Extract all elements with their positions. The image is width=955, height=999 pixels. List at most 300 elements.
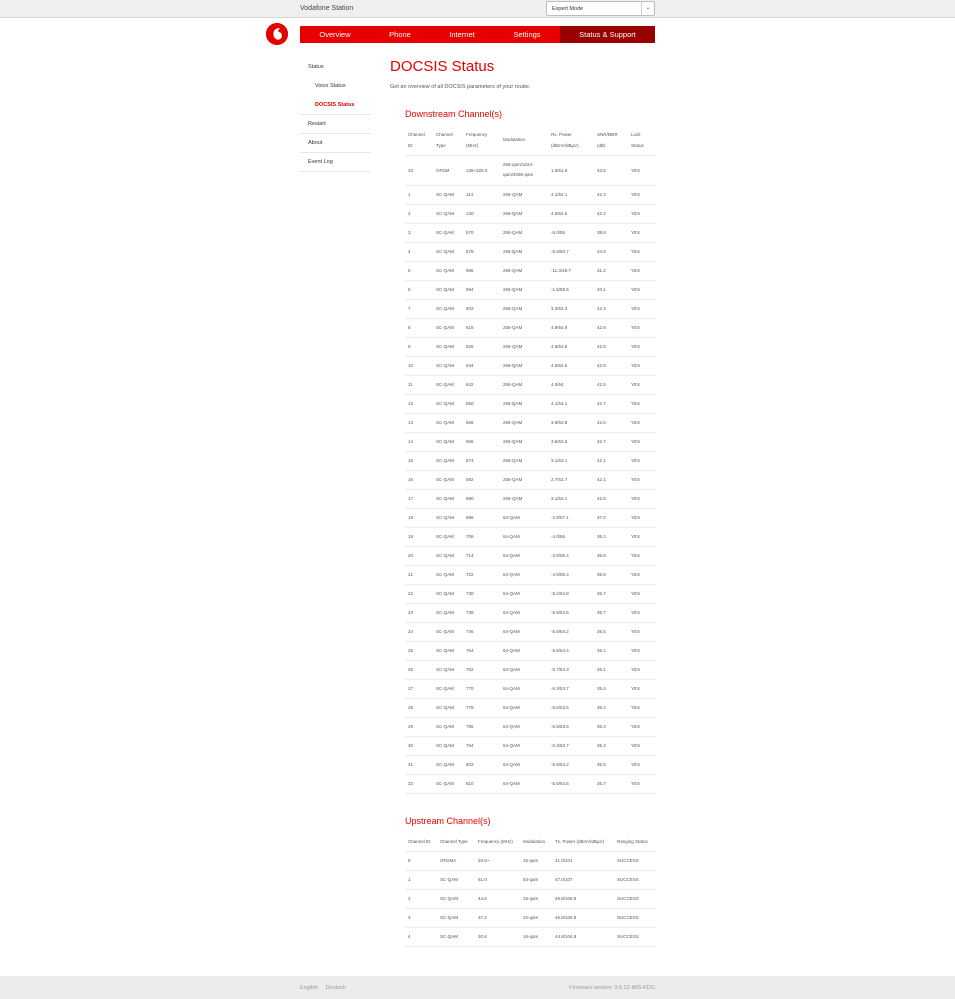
nav-overview[interactable]: Overview xyxy=(319,30,351,39)
table-cell: YES xyxy=(628,736,655,755)
table-cell: SUCCESS xyxy=(614,870,655,889)
table-cell: 64-qam xyxy=(520,870,552,889)
mode-select[interactable] xyxy=(546,1,655,16)
table-cell: 634 xyxy=(463,356,500,375)
table-row xyxy=(405,622,655,641)
table-cell: 42.7 xyxy=(594,432,628,451)
table-cell: 570 xyxy=(463,223,500,242)
table-cell: -5.5/54.5 xyxy=(548,774,594,793)
table-cell: 35.3 xyxy=(594,736,628,755)
table-cell: 770 xyxy=(463,679,500,698)
table-cell: SC-QAM xyxy=(433,774,463,793)
table-cell: 42.8 xyxy=(594,337,628,356)
table-cell: 754 xyxy=(463,641,500,660)
table-cell: 602 xyxy=(463,299,500,318)
table-cell: SC-QAM xyxy=(433,185,463,204)
table-cell: 256-QAM xyxy=(500,318,548,337)
table-cell: SUCCESS xyxy=(614,851,655,870)
table-cell: 47.0/107 xyxy=(552,870,614,889)
table-cell: 256-QAM xyxy=(500,432,548,451)
sidebar-item-event-log[interactable]: Event Log xyxy=(300,153,371,172)
col-lock-status: Lock Status xyxy=(628,125,655,155)
table-cell: -4.6/55.4 xyxy=(548,565,594,584)
col-channel-id: Channel ID xyxy=(405,832,437,851)
table-row xyxy=(405,736,655,755)
table-cell: 64-QAM xyxy=(500,755,548,774)
table-cell: 4.1/64.1 xyxy=(548,394,594,413)
table-cell: -5.8/54.2 xyxy=(548,755,594,774)
table-cell: 42.2 xyxy=(594,204,628,223)
downstream-title: Downstream Channel(s) xyxy=(405,109,503,119)
table-header-row xyxy=(405,832,655,851)
table-cell: YES xyxy=(628,261,655,280)
table-row xyxy=(405,565,655,584)
table-cell: 16-qam xyxy=(520,889,552,908)
table-cell: 3.3/63.3 xyxy=(548,299,594,318)
table-row xyxy=(405,185,655,204)
table-cell: YES xyxy=(628,546,655,565)
table-cell: 802 xyxy=(463,755,500,774)
table-cell: -4.0/56 xyxy=(548,527,594,546)
downstream-table-body xyxy=(405,155,655,793)
table-cell: 10 xyxy=(405,356,433,375)
mode-select-value: Expert Mode xyxy=(552,6,584,12)
firmware-version: Firmware version: 3.6.12-IMS-KDG xyxy=(569,985,655,991)
table-cell: 41.0/101 xyxy=(552,851,614,870)
table-cell: 35.5 xyxy=(594,622,628,641)
table-cell: SC-QAM xyxy=(433,546,463,565)
table-cell: 16-qam xyxy=(520,927,552,946)
table-cell: 64-QAM xyxy=(500,641,548,660)
table-cell: 24 xyxy=(405,622,433,641)
table-cell: 35.7 xyxy=(594,774,628,793)
table-row xyxy=(405,413,655,432)
table-row xyxy=(405,527,655,546)
table-cell: 5 xyxy=(405,261,433,280)
table-cell: YES xyxy=(628,489,655,508)
col-frequency: Frequency (MHz) xyxy=(463,125,500,155)
table-cell: 722 xyxy=(463,565,500,584)
table-cell: YES xyxy=(628,185,655,204)
table-row xyxy=(405,299,655,318)
table-cell: YES xyxy=(628,280,655,299)
table-cell: SC-QAM xyxy=(433,717,463,736)
table-cell: YES xyxy=(628,155,655,185)
table-cell: YES xyxy=(628,394,655,413)
col-tx-power: Tx. Power (dBmV/dBµV) xyxy=(552,832,614,851)
table-cell: SC-QAM xyxy=(433,527,463,546)
table-cell: 256-QAM xyxy=(500,242,548,261)
table-cell: YES xyxy=(628,527,655,546)
table-cell: 35.4 xyxy=(594,679,628,698)
table-cell: SC-QAM xyxy=(433,584,463,603)
table-row xyxy=(405,470,655,489)
table-cell: YES xyxy=(628,318,655,337)
table-cell: 36.1 xyxy=(594,660,628,679)
table-cell: -5.2/54.8 xyxy=(548,584,594,603)
table-row xyxy=(405,717,655,736)
table-cell: 674 xyxy=(463,451,500,470)
table-row xyxy=(405,641,655,660)
table-cell: 256-QAM xyxy=(500,451,548,470)
table-cell: 578 xyxy=(463,242,500,261)
table-cell: SC-QAM xyxy=(433,736,463,755)
table-cell: 3 xyxy=(405,908,437,927)
sidebar-item-about[interactable]: About xyxy=(300,134,371,153)
table-row xyxy=(405,774,655,793)
table-cell: 9 xyxy=(405,337,433,356)
col-frequency: Frequency (MHz) xyxy=(475,832,520,851)
table-cell: SC-QAM xyxy=(433,641,463,660)
table-cell: 64-QAM xyxy=(500,774,548,793)
table-cell: 64-QAM xyxy=(500,584,548,603)
table-cell: 33 xyxy=(405,155,433,185)
table-cell: -6.5/53.5 xyxy=(548,698,594,717)
table-cell: 38.8 xyxy=(594,223,628,242)
table-cell: 42.8 xyxy=(594,318,628,337)
sidebar-item-docsis-status[interactable]: DOCSIS Status xyxy=(300,96,371,115)
table-header-row xyxy=(405,125,655,155)
col-channel-type: Channel Type xyxy=(437,832,475,851)
table-cell: 706 xyxy=(463,527,500,546)
table-cell: 16 xyxy=(405,470,433,489)
table-cell: -6.5/53.5 xyxy=(548,717,594,736)
table-cell: SC-QAM xyxy=(437,927,475,946)
table-cell: SC-QAM xyxy=(433,603,463,622)
table-row xyxy=(405,451,655,470)
sidebar xyxy=(300,58,371,172)
table-row xyxy=(405,603,655,622)
table-cell: 35.5 xyxy=(594,755,628,774)
downstream-table xyxy=(405,125,655,794)
table-cell: 650 xyxy=(463,394,500,413)
table-cell: 618 xyxy=(463,318,500,337)
table-cell: 35.4 xyxy=(594,698,628,717)
table-cell: 256-QAM xyxy=(500,413,548,432)
table-cell: 4.0/64 xyxy=(548,375,594,394)
table-cell: 7 xyxy=(405,299,433,318)
table-row xyxy=(405,698,655,717)
table-cell: 786 xyxy=(463,717,500,736)
table-cell: -1.5/58.5 xyxy=(548,280,594,299)
table-cell: SC-QAM xyxy=(433,622,463,641)
table-cell: 4.1/64.1 xyxy=(548,185,594,204)
table-cell: 13 xyxy=(405,413,433,432)
table-cell: 51.0 xyxy=(475,870,520,889)
table-cell: 29.8~ xyxy=(475,851,520,870)
table-cell: 29 xyxy=(405,717,433,736)
table-cell: 31 xyxy=(405,755,433,774)
table-cell: YES xyxy=(628,603,655,622)
sidebar-item-voice-status[interactable]: Voice Status xyxy=(315,83,346,89)
table-cell: 64-QAM xyxy=(500,660,548,679)
vodafone-logo[interactable] xyxy=(266,23,288,45)
table-row xyxy=(405,508,655,527)
table-cell: 256-QAM xyxy=(500,356,548,375)
table-cell: YES xyxy=(628,565,655,584)
table-cell: YES xyxy=(628,204,655,223)
table-cell: 256-QAM xyxy=(500,261,548,280)
table-cell: 46.8/106.8 xyxy=(552,908,614,927)
table-cell: 42.7 xyxy=(594,394,628,413)
table-cell: 30.8 xyxy=(475,927,520,946)
table-cell: YES xyxy=(628,223,655,242)
nav-phone[interactable]: Phone xyxy=(389,30,411,39)
table-cell: 42.9 xyxy=(594,356,628,375)
table-cell: SC-QAM xyxy=(433,223,463,242)
table-cell: SC-QAM xyxy=(433,299,463,318)
table-cell: YES xyxy=(628,622,655,641)
table-cell: 64-QAM xyxy=(500,622,548,641)
table-cell: 27 xyxy=(405,679,433,698)
table-cell: YES xyxy=(628,508,655,527)
table-cell: 256-QAM xyxy=(500,280,548,299)
table-cell: 64-QAM xyxy=(500,736,548,755)
table-cell: SC-QAM xyxy=(433,204,463,223)
table-cell: SC-QAM xyxy=(433,394,463,413)
table-cell: 6 xyxy=(405,280,433,299)
table-cell: YES xyxy=(628,413,655,432)
table-row xyxy=(405,851,655,870)
upstream-table xyxy=(405,832,655,947)
table-cell: 28 xyxy=(405,698,433,717)
nav-settings[interactable]: Settings xyxy=(513,30,541,39)
table-cell: SUCCESS xyxy=(614,908,655,927)
table-cell: 14 xyxy=(405,432,433,451)
table-row xyxy=(405,318,655,337)
lang-english-link[interactable]: English xyxy=(300,985,319,991)
table-cell: 666 xyxy=(463,432,500,451)
footer xyxy=(0,976,955,999)
table-cell: 37.2 xyxy=(475,908,520,927)
table-cell: SC-QAM xyxy=(437,889,475,908)
app-title: Vodafone Station xyxy=(300,5,354,12)
table-cell: 778 xyxy=(463,698,500,717)
table-cell: SC-QAM xyxy=(433,356,463,375)
table-cell: YES xyxy=(628,679,655,698)
table-cell: 256-QAM xyxy=(500,394,548,413)
table-cell: 4.9/64.9 xyxy=(548,318,594,337)
table-cell: -6.3/53.7 xyxy=(548,736,594,755)
table-cell: YES xyxy=(628,432,655,451)
table-cell: 32-qam xyxy=(520,908,552,927)
table-cell: 34.8 xyxy=(594,242,628,261)
sidebar-item-status[interactable]: Status xyxy=(308,64,324,70)
lang-deutsch-link[interactable]: Deutsch xyxy=(325,985,346,991)
table-cell: 32 xyxy=(405,774,433,793)
table-cell: YES xyxy=(628,755,655,774)
table-cell: SC-QAM xyxy=(433,451,463,470)
table-cell: SC-QAM xyxy=(433,508,463,527)
table-row xyxy=(405,927,655,946)
table-cell: 20 xyxy=(405,546,433,565)
table-cell: 256-QAM xyxy=(500,204,548,223)
table-cell: 3 xyxy=(405,223,433,242)
table-row xyxy=(405,908,655,927)
table-cell: 40.1 xyxy=(594,280,628,299)
table-cell: YES xyxy=(628,242,655,261)
nav-internet[interactable]: Internet xyxy=(449,30,475,39)
table-cell: 256-QAM xyxy=(500,337,548,356)
table-row xyxy=(405,356,655,375)
table-cell: 21 xyxy=(405,565,433,584)
table-cell: 36.1 xyxy=(594,641,628,660)
table-cell: 256-QAM xyxy=(500,299,548,318)
col-channel-type: Channel Type xyxy=(433,125,463,155)
table-cell: -5.6/54.4 xyxy=(548,641,594,660)
table-cell: 4 xyxy=(405,242,433,261)
table-cell: 2 xyxy=(405,204,433,223)
page-title: DOCSIS Status xyxy=(390,58,495,75)
table-cell: 43.5 xyxy=(594,155,628,185)
table-cell: SC-QAM xyxy=(433,660,463,679)
table-cell: 256-qam/1024-qam/4096-qam xyxy=(500,155,548,185)
table-cell: SC-QAM xyxy=(433,755,463,774)
table-cell: 9 xyxy=(405,851,437,870)
table-cell: 1 xyxy=(405,870,437,889)
table-cell: 30 xyxy=(405,736,433,755)
table-row xyxy=(405,337,655,356)
table-cell: YES xyxy=(628,698,655,717)
table-row xyxy=(405,584,655,603)
table-cell: 37.0 xyxy=(594,508,628,527)
table-cell: OFDM xyxy=(433,155,463,185)
page-subtitle: Get an overview of all DOCSIS parameters of your router. xyxy=(390,84,531,90)
table-cell: SC-QAM xyxy=(433,280,463,299)
language-links xyxy=(300,985,352,991)
table-cell: 42.5 xyxy=(594,489,628,508)
col-snr: SNR/MER (dB) xyxy=(594,125,628,155)
table-cell: 114 xyxy=(463,185,500,204)
table-cell: 25 xyxy=(405,641,433,660)
table-cell: SC-QAM xyxy=(433,261,463,280)
table-cell: 42.1 xyxy=(594,451,628,470)
table-cell: 22 xyxy=(405,584,433,603)
table-cell: SC-QAM xyxy=(433,489,463,508)
table-cell: SC-QAM xyxy=(433,432,463,451)
table-row xyxy=(405,375,655,394)
table-cell: -6.3/53.7 xyxy=(548,679,594,698)
table-cell: 36.9 xyxy=(594,546,628,565)
table-cell: -5.5/54.5 xyxy=(548,603,594,622)
col-rx-power: Rx. Power (dBmV/dBµV) xyxy=(548,125,594,155)
table-cell: YES xyxy=(628,299,655,318)
table-cell: 35.3 xyxy=(594,717,628,736)
table-cell: -11.3/48.7 xyxy=(548,261,594,280)
table-cell: 64-QAM xyxy=(500,527,548,546)
table-cell: 44.8/104.8 xyxy=(552,927,614,946)
table-cell: 256-QAM xyxy=(500,489,548,508)
table-cell: 42.3 xyxy=(594,185,628,204)
table-cell: 26 xyxy=(405,660,433,679)
table-cell: OFDMA xyxy=(437,851,475,870)
table-cell: 642 xyxy=(463,375,500,394)
table-row xyxy=(405,889,655,908)
table-cell: YES xyxy=(628,641,655,660)
table-cell: 130 xyxy=(463,204,500,223)
table-cell: 4.6/64.6 xyxy=(548,356,594,375)
table-cell: 23 xyxy=(405,603,433,622)
table-cell: 746 xyxy=(463,622,500,641)
sidebar-item-restart[interactable]: Restart xyxy=(300,115,371,134)
table-row xyxy=(405,155,655,185)
table-cell: 698 xyxy=(463,508,500,527)
table-cell: 3.9/63.9 xyxy=(548,413,594,432)
table-cell: 42.6 xyxy=(594,413,628,432)
table-cell: 730 xyxy=(463,584,500,603)
table-cell: SC-QAM xyxy=(437,908,475,927)
table-cell: 64-QAM xyxy=(500,698,548,717)
table-cell: YES xyxy=(628,660,655,679)
table-row xyxy=(405,223,655,242)
main-nav xyxy=(300,26,655,43)
table-row xyxy=(405,394,655,413)
table-cell: -2.9/57.1 xyxy=(548,508,594,527)
table-row xyxy=(405,660,655,679)
table-cell: 16-qam xyxy=(520,851,552,870)
chevron-down-icon: ⌄ xyxy=(641,2,654,15)
table-row xyxy=(405,280,655,299)
table-cell: 8 xyxy=(405,318,433,337)
table-cell: YES xyxy=(628,375,655,394)
table-cell: 19 xyxy=(405,527,433,546)
table-cell: 594 xyxy=(463,280,500,299)
table-cell: 42.5 xyxy=(594,375,628,394)
table-cell: 3.6/63.6 xyxy=(548,432,594,451)
table-cell: 4 xyxy=(405,927,437,946)
table-cell: 738 xyxy=(463,603,500,622)
table-cell: YES xyxy=(628,337,655,356)
table-cell: 2 xyxy=(405,889,437,908)
table-cell: -3.6/56.4 xyxy=(548,546,594,565)
table-cell: 4.6/64.6 xyxy=(548,204,594,223)
table-cell: 64-QAM xyxy=(500,679,548,698)
table-cell: YES xyxy=(628,470,655,489)
table-cell: 1.9/61.9 xyxy=(548,155,594,185)
table-cell: SC-QAM xyxy=(433,679,463,698)
table-cell: SC-QAM xyxy=(433,337,463,356)
table-cell: 626 xyxy=(463,337,500,356)
table-cell: -5.0/55 xyxy=(548,223,594,242)
table-cell: 586 xyxy=(463,261,500,280)
table-cell: 42.4 xyxy=(594,299,628,318)
table-cell: 3.1/63.1 xyxy=(548,451,594,470)
table-cell: 36.2 xyxy=(594,527,628,546)
col-modulation: Modulation xyxy=(500,125,548,155)
table-row xyxy=(405,432,655,451)
table-cell: 256-QAM xyxy=(500,375,548,394)
table-cell: 15 xyxy=(405,451,433,470)
nav-status-support[interactable]: Status & Support xyxy=(560,26,655,43)
table-cell: 810 xyxy=(463,774,500,793)
upstream-title: Upstream Channel(s) xyxy=(405,816,491,826)
table-row xyxy=(405,546,655,565)
table-cell: SC-QAM xyxy=(433,698,463,717)
table-cell: 35.9 xyxy=(594,565,628,584)
table-cell: 35.7 xyxy=(594,584,628,603)
table-cell: 18 xyxy=(405,508,433,527)
table-cell: -9.3/50.7 xyxy=(548,242,594,261)
table-cell: SC-QAM xyxy=(433,242,463,261)
table-cell: 64-QAM xyxy=(500,508,548,527)
table-row xyxy=(405,261,655,280)
table-cell: 31.2 xyxy=(594,261,628,280)
table-cell: 1 xyxy=(405,185,433,204)
table-row xyxy=(405,679,655,698)
col-modulation: Modulation xyxy=(520,832,552,851)
table-cell: 35.7 xyxy=(594,603,628,622)
upstream-table-body xyxy=(405,851,655,946)
